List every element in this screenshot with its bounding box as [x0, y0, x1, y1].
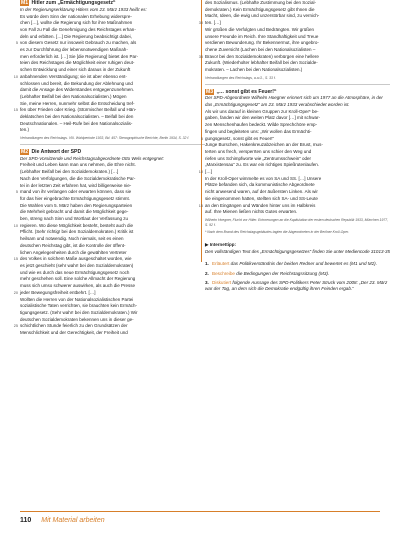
text-line	[200, 135, 390, 143]
line-text: schlossen und bereit, die Bekundung der Ablehnung und	[20, 80, 133, 86]
text-line	[205, 109, 390, 116]
text-line	[205, 162, 390, 169]
text-line	[20, 216, 205, 223]
text-line	[205, 40, 390, 47]
text-line	[15, 40, 205, 47]
m2-heading	[20, 149, 205, 156]
line-text: für das hier eingebrachte Ermächtigungsgesetz stimmt.	[20, 195, 131, 201]
m1-badge: M1	[21, 0, 29, 6]
line-text: Es würde dem Sinn der nationalen Erhebung widerspre-	[20, 13, 132, 19]
text-line	[20, 169, 205, 176]
task-text: die Bedingungen der Reichstagssitzung (M3).	[234, 270, 330, 276]
text-line	[198, 53, 390, 61]
line-number: 10	[198, 170, 203, 175]
m1-source: Verhandlungen des Reichstags. VIII. Wahlperiode 1933, Bd. 457: Stenographische Berichte, Berlin 1934, S. 32 f.	[20, 136, 190, 141]
task-number: 2.	[205, 270, 209, 276]
text-line	[20, 236, 205, 243]
text-line	[205, 60, 390, 67]
line-text: Nach den Verfolgungen, die die Sozialdemokratische Par-	[20, 175, 136, 181]
text-line	[205, 142, 390, 149]
line-text: Wir grüßen die Verfolgten und Bedrängten. Wir grüßen	[205, 26, 315, 32]
line-text: Macht, Ideen, die ewig und unzerstörbar sind, zu vernich-	[205, 13, 320, 19]
text-line	[20, 183, 205, 190]
line-number: 5	[200, 136, 203, 141]
text-line	[20, 263, 205, 270]
text-line	[20, 229, 205, 236]
text-line	[20, 209, 205, 216]
line-text: chen […], wollte die Regierung sich für ihre Maßnahmen	[20, 20, 133, 26]
m2-continued-text	[198, 0, 390, 74]
task-item	[205, 271, 390, 277]
text-line	[20, 162, 205, 169]
text-line	[20, 114, 205, 121]
task-operator: Diskutiert	[212, 280, 232, 285]
task-item	[205, 280, 390, 293]
text-line	[20, 250, 205, 257]
line-text: terten uns frech, versperrten uns schier den Weg und	[205, 148, 312, 154]
text-line	[20, 60, 205, 67]
text-line	[13, 256, 205, 263]
text-line	[20, 276, 205, 283]
text-line	[20, 54, 205, 61]
line-number: 5	[15, 190, 18, 195]
line-text: von Fall zu Fall die Genehmigung des Reichstages erhan-	[20, 26, 136, 32]
line-number: 30	[198, 21, 203, 26]
line-text: deklatschen bei den Nationalsozialisten. – Beifall bei den	[20, 114, 134, 120]
text-line	[20, 270, 205, 277]
line-text: tigungsgesetz. (Sehr wahr! bei den Sozialdemokraten.) Wir	[20, 309, 138, 315]
line-text: chene Zuversicht (Lachen bei den Nationalsozialisten –	[205, 46, 316, 52]
task-operator: Erläutert	[212, 261, 230, 267]
line-text: die Mehrheit gebracht und damit die Möglichkeit gege-	[20, 209, 129, 215]
right-column	[198, 0, 390, 293]
line-text: fingen und begleiteten uns: „Wir wollen das Ermächti-	[205, 128, 312, 134]
line-text: schen Entwicklung und einer sich daraus in der Zukunft	[20, 67, 131, 73]
line-text: Junge Burschen, Hakenkreuzabzeichen an der Brust, mus-	[205, 142, 323, 148]
line-number: 10	[13, 74, 18, 79]
line-text: sie eingenommen hatten, stellten sich SA- und SS-Leute	[205, 195, 318, 201]
internet-tip-heading: ▶ Internettipp:	[205, 242, 236, 248]
accent-bar	[201, 0, 202, 262]
line-text: Bravo! bei den Sozialdemokraten) verbürgen eine hellere	[205, 53, 319, 59]
line-text: deutschen Sozialdemokraten bekennen uns in dieser ge-	[20, 316, 134, 322]
text-line	[20, 20, 205, 27]
task-text: folgende Aussage des SPD-Politikers Peter Struck vom 2008: „Der 23. März war der Tag, an dem sich die Demokratie endgültig ihren Feinden ergab.“	[205, 280, 388, 292]
text-line	[205, 182, 390, 189]
line-text: (Lebhafter Beifall bei den Sozialdemokraten.) […]	[20, 169, 119, 175]
line-text: an den Eingängen und Wänden hinter uns im Halbkreis	[205, 202, 316, 208]
text-line	[205, 209, 390, 216]
text-line	[198, 169, 390, 176]
task-operator: Beschreibe	[212, 270, 235, 276]
m2-title: Die Antwort der SPD	[31, 148, 82, 155]
line-text: […]	[205, 169, 213, 175]
line-text: regieren. Wo diese Möglichkeit besteht, besteht auch die	[20, 222, 133, 228]
task-text: das Politikverständnis der beiden Redner und bewertet es (M1 und M2).	[229, 261, 377, 267]
line-text: Pflicht. (Sehr richtig! bei den Sozialdemokraten.) Kritik ist	[20, 229, 134, 235]
line-text: tei in der letzten Zeit erfahren hat, wird billigerweise nie-	[20, 182, 132, 188]
line-text: heilsam und notwendig. Noch niemals, seit es einen	[20, 236, 124, 242]
line-text: (Lebhafter Beifall bei den Nationalsozialisten.) Mögen	[20, 93, 127, 99]
text-line	[205, 27, 390, 34]
line-text: anbahnenden Verständigung; sie ist aber ebenso ent-	[20, 73, 127, 79]
text-line	[205, 0, 390, 7]
text-line	[20, 297, 205, 304]
text-line	[13, 107, 205, 114]
internet-tip-text: Den vollständigen Text des „Ermächtigungsgesetzes“ finden Sie unter Mediencode 31013-35	[205, 248, 390, 254]
text-line	[20, 101, 205, 108]
m2-source: Verhandlungen des Reichstags, a.a.O., S. 33 f.	[205, 75, 276, 80]
text-line	[20, 317, 205, 324]
line-text: Sie, meine Herren, nunmehr selbst die Entscheidung tref-	[20, 100, 135, 106]
task-list	[205, 261, 390, 293]
line-text: ben, streng nach Sinn und Wortlaut der Verfassung zu	[20, 216, 128, 222]
line-text: Freiheit und Leben kann man uns nehmen, die Ehre nicht.	[20, 162, 136, 168]
line-text: Deutschnationalen. – Heil-Rufe bei den Nationalsozialis-	[20, 120, 133, 126]
line-text: gaben, fanden wir den weiten Platz davor […] mit schwar-	[205, 115, 321, 121]
text-line	[20, 87, 205, 94]
m1-subtitle: In der Regierungserklärung Hitlers vom 23. März 1933 heißt es:	[20, 6, 147, 12]
internet-tip	[205, 242, 390, 255]
m3-subtitle: Der SPD-Abgeordnete Wilhelm Hoegner erinnert sich um 1977 an die Atmosphäre, in der das „Ermächtigungsgesetz“ am 23. März 1933 verabschiedet worden ist.	[205, 95, 383, 108]
line-text: mand von ihr verlangen oder erwarten können, dass sie	[20, 189, 132, 195]
text-line	[20, 196, 205, 203]
line-text: von diesem Gesetz nur insoweit Gebrauch zu machen, als	[20, 40, 137, 46]
text-line	[205, 7, 390, 14]
text-line	[205, 122, 390, 129]
task-number: 1.	[205, 261, 209, 267]
text-line	[20, 243, 205, 250]
line-text: Zukunft. (Wiederholter lebhafter Beifall bei den Sozialde-	[205, 60, 318, 66]
text-line	[198, 20, 390, 27]
divider	[20, 144, 205, 145]
text-line	[205, 34, 390, 41]
page-footer	[20, 517, 105, 524]
text-line	[20, 127, 205, 134]
line-text: Die Wahlen vom 5. März haben den Regierungsparteien	[20, 202, 133, 208]
line-text: unsere Freunde im Reich. Ihre Standhaftigkeit und Treue	[205, 33, 319, 39]
text-line	[205, 156, 390, 163]
text-line	[205, 47, 390, 54]
page-number: 110	[20, 517, 32, 524]
text-line	[20, 94, 205, 101]
text-line	[205, 149, 390, 156]
text-line	[205, 67, 390, 74]
line-text: deutschen Reichstag gibt, ist die Kontrolle der öffent-	[20, 242, 126, 248]
line-text: muss sich umso schwerer auswirken, als auch die Presse	[20, 283, 136, 289]
text-line	[15, 189, 205, 196]
line-text: fen über Frieden oder Krieg. (Stürmischer Beifall und Hän-	[20, 107, 137, 113]
line-number: 35	[198, 54, 203, 59]
line-text: riefen uns Schimpfworte wie „Zentrumsschwein“ oder	[205, 155, 312, 161]
line-text: sozialistische Taten verrichten, sie brauchten kein Ermäch-	[20, 303, 137, 309]
text-line	[20, 67, 205, 74]
task-number: 3.	[205, 280, 209, 285]
line-text: demokraten.) Kein Ermächtigungsgesetz gibt Ihnen die	[205, 6, 315, 12]
line-text: gungsgesetz, sonst gibt es Feuer!“	[205, 135, 275, 141]
line-number: 10	[13, 223, 18, 228]
line-text: jeder Bewegungsfreiheit entbehrt. […]	[20, 289, 96, 295]
m1-title: Hitler zum „Ermächtigungsgesetz“	[31, 0, 116, 6]
line-text: men erforderlich ist. […] Sie [die Regierung] bietet den Par-	[20, 53, 139, 59]
text-line	[205, 176, 390, 183]
text-line	[20, 47, 205, 54]
footer-title: Mit Material arbeiten	[41, 517, 105, 524]
m3-footnote: * Nach dem Brand des Reichstagsgebäudes tagten die Abgeordneten in der Berliner Kroll-Oper.	[205, 229, 349, 234]
left-column	[13, 0, 205, 337]
m3-heading	[205, 89, 390, 96]
line-text: mehr geschehen soll. Eine solche Allmacht der Regierung	[20, 276, 136, 282]
footer-rule	[20, 511, 380, 512]
line-text: deln und erbitten. […] Die Regierung beabsichtigt dabei,	[20, 33, 132, 39]
line-text: ten. […]	[205, 20, 221, 26]
m2-text	[13, 162, 205, 336]
m2-subtitle: Der SPD-Vorsitzende und Reichstagsabgeordnete Otto Wels entgegnet:	[20, 155, 164, 161]
text-line	[13, 222, 205, 230]
text-line	[205, 115, 390, 122]
task-item	[205, 261, 390, 267]
m2-badge: M2	[21, 148, 29, 155]
line-number: 5	[15, 41, 18, 46]
text-line	[20, 176, 205, 183]
line-text: Als wir uns darauf in kleinen Gruppen zur Kroll-Oper* be-	[205, 108, 319, 114]
line-text: zen Menschenhaufen bedeckt. Wilde Sprechchöre emp-	[205, 122, 318, 128]
line-text: und wie es durch das neue Ermächtigungsgesetz noch	[20, 269, 130, 275]
text-line	[20, 283, 205, 290]
line-text: des Volkes in solchem Maße ausgeschaltet worden, wie	[20, 256, 132, 262]
m3-title: „… sonst gibt es Feuer!“	[216, 88, 277, 95]
line-text: schichtlichen Stunde feierlich zu den Grundsätzen der	[20, 323, 128, 329]
line-text: des Sozialismus. (Lebhafte Zustimmung bei den Sozial-	[205, 0, 317, 5]
text-line	[13, 323, 205, 330]
text-line	[20, 330, 205, 337]
line-number: 20	[13, 290, 18, 295]
text-line	[20, 121, 205, 128]
text-line	[20, 34, 205, 41]
line-text: lichen Angelegenheiten durch die gewählten Vertreter	[20, 249, 127, 255]
line-number: 15	[13, 108, 18, 113]
text-line	[20, 310, 205, 317]
text-line	[205, 189, 390, 196]
text-line	[198, 202, 390, 210]
text-line	[20, 27, 205, 34]
line-text: verdienen Bewunderung. Ihr Bekennermut, ihre ungebro-	[205, 40, 319, 46]
m3-badge: M3	[206, 88, 214, 95]
text-line	[20, 203, 205, 210]
m3-source: Wilhelm Hoegner, Flucht vor Hitler. Erinnerungen an die Kapitulation der ersten deutschen Republik 1933, München 1977, S. 92 f.	[205, 217, 389, 227]
divider	[205, 84, 390, 85]
text-line	[20, 81, 205, 88]
line-text: In der Kroll-Oper wimmelte es von SA und SS. […] Unsere	[205, 175, 322, 181]
m1-text	[13, 13, 205, 135]
line-text: mokraten. – Lachen bei den Nationalsozialisten.)	[205, 67, 303, 73]
line-text: Plätze befanden sich, da kommunistische Abgeordnete	[205, 182, 315, 188]
line-text: nicht anwesend waren, auf der äußersten Linken. Als wir	[205, 189, 318, 195]
text-line	[20, 303, 205, 310]
m3-text	[198, 108, 390, 216]
text-line	[13, 73, 205, 81]
line-text: Menschlichkeit und der Gerechtigkeit, der Freiheit und	[20, 330, 128, 336]
line-text: ten.)	[20, 127, 30, 133]
text-line	[20, 14, 205, 21]
line-text: auf. Ihre Mienen ließen nichts Gutes erwarten.	[205, 209, 298, 215]
line-number: 15	[13, 257, 18, 262]
line-text: Wollten die Herren von der Nationalsozialistischen Partei	[20, 296, 134, 302]
line-number: 25	[13, 324, 18, 329]
text-line	[13, 289, 205, 297]
line-text: es zur Durchführung der lebensnotwendigen Maßnah-	[20, 47, 128, 53]
text-line	[205, 196, 390, 203]
line-text: es jetzt geschieht (sehr wahr! bei den Sozialdemokraten)	[20, 263, 134, 268]
text-line	[205, 13, 390, 20]
m1-heading	[20, 0, 205, 7]
text-line	[205, 129, 390, 136]
line-text: teien des Reichstages die Möglichkeit einer ruhigen deut-	[20, 60, 135, 66]
line-text: „Marxistensau“ zu. Es war ein richtiges Spießrutenlaufen.	[205, 162, 320, 168]
line-text: damit die Ansage des Widerstandes entgegenzunehmen.	[20, 87, 135, 93]
line-number: 15	[198, 203, 203, 208]
